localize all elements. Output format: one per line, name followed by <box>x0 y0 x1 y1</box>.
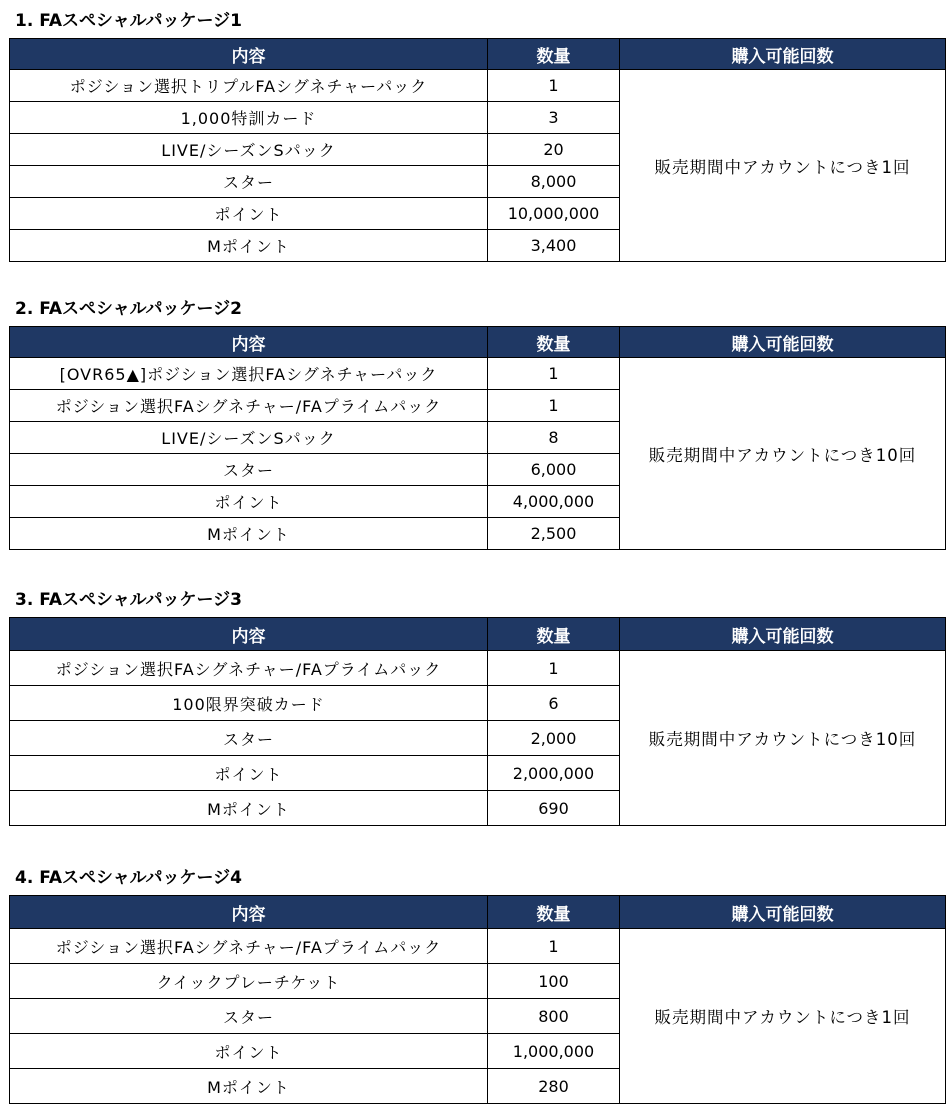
item-quantity: 1 <box>488 390 620 422</box>
package-title: 3. FAスペシャルパッケージ3 <box>15 590 242 610</box>
table-header-row <box>10 896 946 929</box>
item-name: スター <box>10 454 488 486</box>
purchase-limit: 販売期間中アカウントにつき1回 <box>620 70 946 262</box>
header-quantity: 数量 <box>488 327 620 358</box>
item-quantity: 6 <box>488 686 620 721</box>
item-name: ポジション選択FAシグネチャー/FAプライムパック <box>10 390 488 422</box>
item-quantity: 8 <box>488 422 620 454</box>
item-name: ポイント <box>10 756 488 791</box>
item-quantity: 1 <box>488 358 620 390</box>
item-name: スター <box>10 999 488 1034</box>
item-name: スター <box>10 721 488 756</box>
table-header-row <box>10 39 946 70</box>
item-name: ポイント <box>10 486 488 518</box>
header-content: 内容 <box>10 327 488 358</box>
table-header-row <box>10 327 946 358</box>
item-quantity: 1 <box>488 651 620 686</box>
package-title: 4. FAスペシャルパッケージ4 <box>15 868 242 888</box>
header-content: 内容 <box>10 39 488 70</box>
package-title: 1. FAスペシャルパッケージ1 <box>15 11 242 31</box>
package-table <box>9 617 946 826</box>
header-content: 内容 <box>10 896 488 929</box>
header-limit: 購入可能回数 <box>620 896 946 929</box>
package-title: 2. FAスペシャルパッケージ2 <box>15 299 242 319</box>
table-row <box>10 70 946 102</box>
item-quantity: 100 <box>488 964 620 999</box>
header-quantity: 数量 <box>488 618 620 651</box>
item-quantity: 6,000 <box>488 454 620 486</box>
item-name: LIVE/シーズンSパック <box>10 422 488 454</box>
table-row <box>10 929 946 964</box>
item-name: スター <box>10 166 488 198</box>
item-quantity: 1,000,000 <box>488 1034 620 1069</box>
item-name: LIVE/シーズンSパック <box>10 134 488 166</box>
purchase-limit: 販売期間中アカウントにつき1回 <box>620 929 946 1104</box>
header-limit: 購入可能回数 <box>620 618 946 651</box>
item-quantity: 2,500 <box>488 518 620 550</box>
item-name: ポイント <box>10 198 488 230</box>
item-name: [OVR65▲]ポジション選択FAシグネチャーパック <box>10 358 488 390</box>
item-quantity: 2,000 <box>488 721 620 756</box>
item-name: Mポイント <box>10 230 488 262</box>
package-table <box>9 326 946 550</box>
header-content: 内容 <box>10 618 488 651</box>
header-limit: 購入可能回数 <box>620 39 946 70</box>
item-quantity: 4,000,000 <box>488 486 620 518</box>
item-name: ポジション選択FAシグネチャー/FAプライムパック <box>10 651 488 686</box>
item-quantity: 2,000,000 <box>488 756 620 791</box>
package-table <box>9 895 946 1104</box>
item-quantity: 8,000 <box>488 166 620 198</box>
item-quantity: 3 <box>488 102 620 134</box>
table-header-row <box>10 618 946 651</box>
purchase-limit: 販売期間中アカウントにつき10回 <box>620 358 946 550</box>
item-quantity: 20 <box>488 134 620 166</box>
package-table <box>9 38 946 262</box>
table-row <box>10 358 946 390</box>
item-name: 100限界突破カード <box>10 686 488 721</box>
item-quantity: 1 <box>488 70 620 102</box>
item-name: ポイント <box>10 1034 488 1069</box>
item-quantity: 10,000,000 <box>488 198 620 230</box>
item-quantity: 800 <box>488 999 620 1034</box>
header-limit: 購入可能回数 <box>620 327 946 358</box>
header-quantity: 数量 <box>488 39 620 70</box>
item-name: 1,000特訓カード <box>10 102 488 134</box>
table-row <box>10 651 946 686</box>
item-quantity: 1 <box>488 929 620 964</box>
purchase-limit: 販売期間中アカウントにつき10回 <box>620 651 946 826</box>
item-name: クイックプレーチケット <box>10 964 488 999</box>
item-quantity: 690 <box>488 791 620 826</box>
header-quantity: 数量 <box>488 896 620 929</box>
item-name: ポジション選択FAシグネチャー/FAプライムパック <box>10 929 488 964</box>
item-name: Mポイント <box>10 791 488 826</box>
item-quantity: 3,400 <box>488 230 620 262</box>
item-name: Mポイント <box>10 518 488 550</box>
item-name: ポジション選択トリプルFAシグネチャーパック <box>10 70 488 102</box>
item-name: Mポイント <box>10 1069 488 1104</box>
item-quantity: 280 <box>488 1069 620 1104</box>
